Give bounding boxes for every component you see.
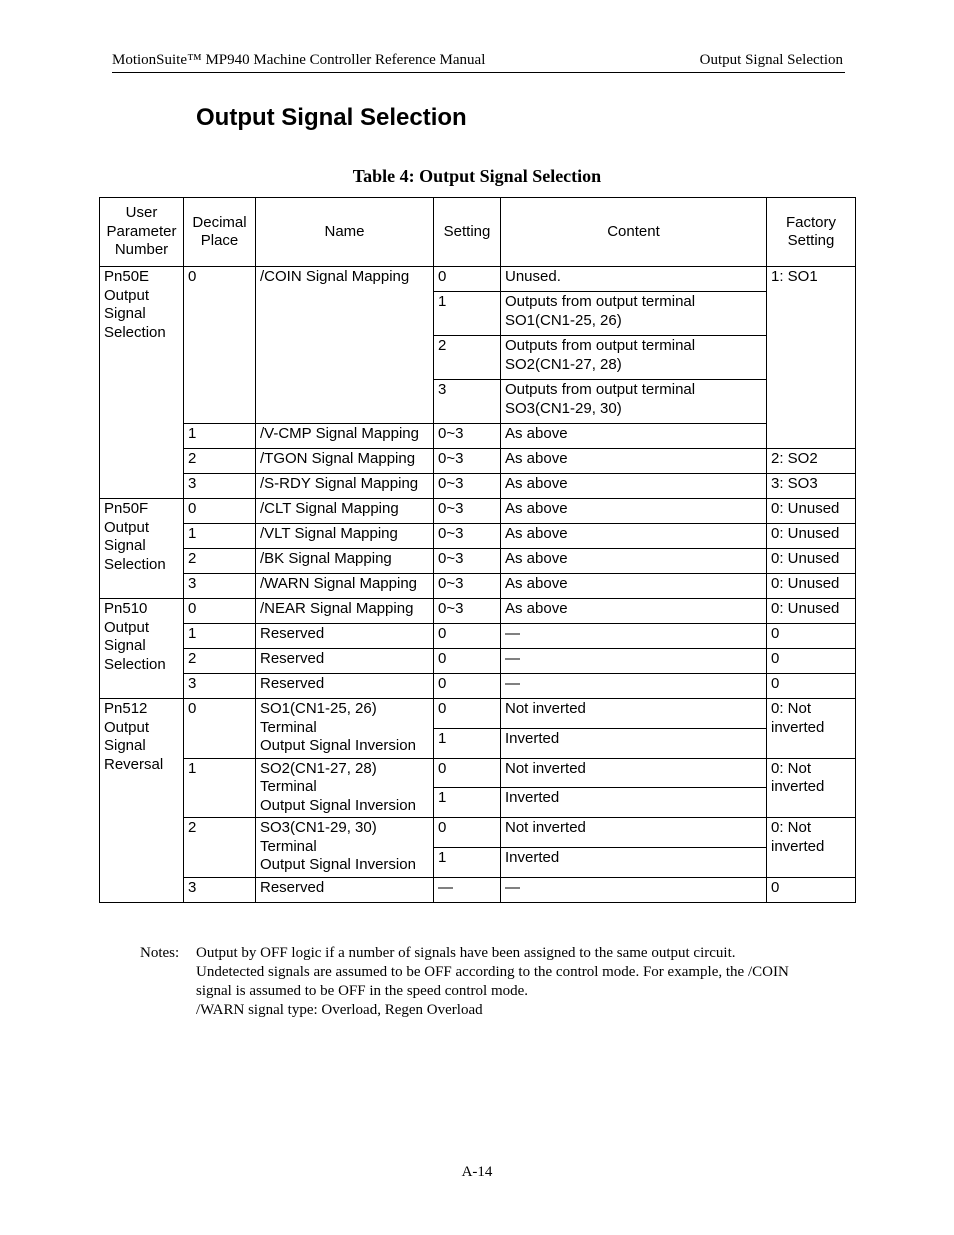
name-cell xyxy=(256,424,434,449)
cell-text-line: As above xyxy=(505,600,568,617)
setting-cell: 0 xyxy=(434,818,501,848)
cell-text-line: 0: Unused xyxy=(771,550,840,567)
setting-cell: 1 xyxy=(434,788,501,818)
content-cell xyxy=(501,728,767,758)
name-cell xyxy=(256,877,434,902)
setting-cell: 1 xyxy=(434,847,501,877)
cell-text-line: Terminal xyxy=(260,837,317,855)
table-caption: Table 4: Output Signal Selection xyxy=(352,166,602,186)
decimal-place-cell: 3 xyxy=(184,574,256,599)
cell-text-line: Output Signal Inversion xyxy=(260,737,416,754)
cell-text-line: Terminal xyxy=(260,718,317,736)
cell-text-line: /NEAR Signal Mapping xyxy=(260,600,414,617)
factory-setting-cell xyxy=(767,449,856,474)
decimal-place-cell: 2 xyxy=(184,449,256,474)
setting-cell: 3 xyxy=(434,380,501,424)
setting-cell: 0~3 xyxy=(434,424,501,449)
decimal-place-cell: 3 xyxy=(184,474,256,499)
content-cell xyxy=(501,699,767,729)
cell-text-line: Selection xyxy=(104,555,166,573)
cell-text-line: Selection xyxy=(104,655,166,673)
factory-setting-cell xyxy=(767,524,856,549)
name-cell xyxy=(256,549,434,574)
cell-text-line: 3: SO3 xyxy=(771,475,818,492)
factory-setting-cell xyxy=(767,267,856,449)
cell-text-line: SO2(CN1-27, 28) xyxy=(505,355,622,373)
cell-text-line: Pn512 xyxy=(104,700,148,717)
cell-text-line: Reserved xyxy=(260,878,325,896)
cell-text-line: inverted xyxy=(771,778,825,795)
setting-cell: 0~3 xyxy=(434,574,501,599)
setting-cell: 0 xyxy=(434,267,501,292)
header-user-parameter-number: User Parameter Number xyxy=(100,198,184,267)
name-cell xyxy=(256,624,434,649)
content-cell xyxy=(501,599,767,624)
cell-text-line: Signal xyxy=(104,537,146,554)
cell-text-line: Signal xyxy=(104,637,146,654)
cell-text-line: 0: Unused xyxy=(771,500,840,517)
table-row xyxy=(100,574,856,599)
table-row xyxy=(100,599,856,624)
factory-setting-cell xyxy=(767,699,856,759)
decimal-place-cell: 0 xyxy=(184,499,256,524)
content-cell xyxy=(501,524,767,549)
cell-text-line: /WARN Signal Mapping xyxy=(260,575,418,592)
cell-text-line: Signal xyxy=(104,305,146,322)
table-row xyxy=(100,674,856,699)
name-cell xyxy=(256,449,434,474)
name-cell xyxy=(256,574,434,599)
cell-text-line: As above xyxy=(505,525,568,542)
cell-text-line: 0 xyxy=(771,625,780,642)
header-setting: Setting xyxy=(434,198,501,267)
setting-cell: 1 xyxy=(434,728,501,758)
decimal-place-cell: 2 xyxy=(184,818,256,878)
factory-setting-cell xyxy=(767,818,856,878)
factory-setting-cell xyxy=(767,624,856,649)
table-row xyxy=(100,624,856,649)
cell-text-line: As above xyxy=(505,450,568,467)
note-line: signal is assumed to be OFF in the speed control mode. xyxy=(196,983,529,999)
setting-cell: 0 xyxy=(434,624,501,649)
cell-text-line: 0: Unused xyxy=(771,575,840,592)
table-body xyxy=(100,267,856,903)
table-row xyxy=(100,499,856,524)
cell-text-line: Outputs from output terminal xyxy=(505,381,696,398)
cell-text-line: — xyxy=(505,625,520,642)
cell-text-line: inverted xyxy=(771,837,825,855)
cell-text-line: Signal xyxy=(104,737,146,754)
table-row xyxy=(100,758,856,788)
decimal-place-cell: 1 xyxy=(184,524,256,549)
cell-text-line: Inverted xyxy=(505,729,560,747)
cell-text-line: Output xyxy=(104,618,150,636)
cell-text-line: Terminal xyxy=(260,778,317,795)
cell-text-line: As above xyxy=(505,475,568,492)
content-cell xyxy=(501,877,767,902)
cell-text-line: Inverted xyxy=(505,848,560,866)
table-row xyxy=(100,424,856,449)
cell-text-line: Output Signal Inversion xyxy=(260,856,416,873)
decimal-place-cell: 1 xyxy=(184,624,256,649)
param-cell xyxy=(100,599,184,699)
cell-text-line: Not inverted xyxy=(505,700,586,717)
cell-text-line: 0 xyxy=(771,878,780,896)
note-line: Output by OFF logic if a number of signals have been assigned to the same output circuit. xyxy=(196,945,736,961)
decimal-place-cell: 3 xyxy=(184,877,256,902)
notes-body xyxy=(196,944,836,1020)
table-row xyxy=(100,524,856,549)
cell-text-line: As above xyxy=(505,500,568,517)
setting-cell: 0~3 xyxy=(434,474,501,499)
cell-text-line: SO3(CN1-29, 30) xyxy=(505,399,622,417)
content-cell xyxy=(501,380,767,424)
name-cell xyxy=(256,474,434,499)
name-cell xyxy=(256,499,434,524)
setting-cell: — xyxy=(434,877,501,902)
content-cell xyxy=(501,758,767,788)
cell-text-line: Pn50F xyxy=(104,500,149,517)
table-row xyxy=(100,549,856,574)
cell-text-line: Not inverted xyxy=(505,819,586,836)
param-cell xyxy=(100,267,184,499)
content-cell xyxy=(501,788,767,818)
setting-cell: 0~3 xyxy=(434,449,501,474)
content-cell xyxy=(501,474,767,499)
cell-text-line: SO1(CN1-25, 26) xyxy=(260,700,377,717)
table-header-row xyxy=(100,198,856,267)
name-cell xyxy=(256,758,434,818)
cell-text-line: Reserved xyxy=(260,625,325,642)
cell-text-line: 0: Unused xyxy=(771,525,840,542)
cell-text-line: — xyxy=(505,878,520,896)
decimal-place-cell: 0 xyxy=(184,267,256,424)
cell-text-line: Unused. xyxy=(505,268,561,285)
table-row xyxy=(100,877,856,902)
cell-text-line: /VLT Signal Mapping xyxy=(260,525,398,542)
cell-text-line: As above xyxy=(505,425,568,442)
factory-setting-cell xyxy=(767,649,856,674)
name-cell xyxy=(256,699,434,759)
content-cell xyxy=(501,499,767,524)
content-cell xyxy=(501,574,767,599)
table-row xyxy=(100,649,856,674)
cell-text-line: 0: Unused xyxy=(771,600,840,617)
cell-text-line: SO1(CN1-25, 26) xyxy=(505,311,622,329)
content-cell xyxy=(501,624,767,649)
decimal-place-cell: 0 xyxy=(184,599,256,624)
name-cell xyxy=(256,524,434,549)
cell-text-line: — xyxy=(505,675,520,692)
param-cell xyxy=(100,699,184,903)
cell-text-line: 0 xyxy=(771,650,780,667)
factory-setting-cell xyxy=(767,599,856,624)
setting-cell: 0 xyxy=(434,699,501,729)
setting-cell: 0 xyxy=(434,758,501,788)
decimal-place-cell: 1 xyxy=(184,758,256,818)
name-cell xyxy=(256,267,434,424)
note-line: Undetected signals are assumed to be OFF according to the control mode. For example, the /COIN xyxy=(196,964,789,980)
decimal-place-cell: 2 xyxy=(184,549,256,574)
cell-text-line: Reversal xyxy=(104,755,164,773)
content-cell xyxy=(501,336,767,380)
name-cell xyxy=(256,818,434,878)
table-row xyxy=(100,267,856,292)
cell-text-line: /V-CMP Signal Mapping xyxy=(260,425,419,442)
header-name: Name xyxy=(256,198,434,267)
header-factory-setting: Factory Setting xyxy=(767,198,856,267)
section-name: Output Signal Selection xyxy=(699,52,843,68)
cell-text-line: inverted xyxy=(771,718,825,736)
table-row xyxy=(100,449,856,474)
param-cell xyxy=(100,499,184,599)
cell-text-line: Outputs from output terminal xyxy=(505,337,696,354)
setting-cell: 0~3 xyxy=(434,549,501,574)
decimal-place-cell: 2 xyxy=(184,649,256,674)
content-cell xyxy=(501,292,767,336)
cell-text-line: 0: Not xyxy=(771,700,812,717)
content-cell xyxy=(501,424,767,449)
page-number: A-14 xyxy=(461,1164,493,1180)
factory-setting-cell xyxy=(767,499,856,524)
cell-text-line: 0: Not xyxy=(771,759,812,777)
cell-text-line: 0 xyxy=(771,675,780,692)
setting-cell: 0 xyxy=(434,674,501,699)
manual-title: MotionSuite™ MP940 Machine Controller Reference Manual xyxy=(112,52,486,68)
cell-text-line: /BK Signal Mapping xyxy=(260,550,392,567)
decimal-place-cell: 1 xyxy=(184,424,256,449)
cell-text-line: /CLT Signal Mapping xyxy=(260,500,399,517)
cell-text-line: As above xyxy=(505,550,568,567)
page-title: Output Signal Selection xyxy=(196,104,467,131)
output-signal-table xyxy=(99,197,856,903)
content-cell xyxy=(501,649,767,674)
cell-text-line: SO2(CN1-27, 28) xyxy=(260,759,377,777)
cell-text-line: Reserved xyxy=(260,675,325,692)
name-cell xyxy=(256,674,434,699)
setting-cell: 2 xyxy=(434,336,501,380)
factory-setting-cell xyxy=(767,549,856,574)
header-content: Content xyxy=(501,198,767,267)
factory-setting-cell xyxy=(767,877,856,902)
factory-setting-cell xyxy=(767,674,856,699)
cell-text-line: /TGON Signal Mapping xyxy=(260,450,416,467)
cell-text-line: As above xyxy=(505,575,568,592)
cell-text-line: Output xyxy=(104,718,150,736)
cell-text-line: Output xyxy=(104,518,150,536)
setting-cell: 0~3 xyxy=(434,524,501,549)
factory-setting-cell xyxy=(767,474,856,499)
table-row xyxy=(100,699,856,729)
cell-text-line: SO3(CN1-29, 30) xyxy=(260,819,377,836)
content-cell xyxy=(501,818,767,848)
notes-label: Notes: xyxy=(140,945,180,961)
factory-setting-cell xyxy=(767,758,856,818)
cell-text-line: — xyxy=(505,650,520,667)
name-cell xyxy=(256,649,434,674)
content-cell xyxy=(501,267,767,292)
table-row xyxy=(100,474,856,499)
cell-text-line: /COIN Signal Mapping xyxy=(260,268,410,285)
page-header xyxy=(112,52,845,73)
cell-text-line: Pn510 xyxy=(104,600,148,617)
table-row xyxy=(100,818,856,848)
cell-text-line: Selection xyxy=(104,323,166,341)
cell-text-line: Reserved xyxy=(260,650,325,667)
cell-text-line: /S-RDY Signal Mapping xyxy=(260,475,419,492)
factory-setting-cell xyxy=(767,574,856,599)
setting-cell: 0 xyxy=(434,649,501,674)
cell-text-line: 1: SO1 xyxy=(771,268,818,285)
decimal-place-cell: 3 xyxy=(184,674,256,699)
cell-text-line: Not inverted xyxy=(505,759,586,777)
content-cell xyxy=(501,847,767,877)
content-cell xyxy=(501,674,767,699)
setting-cell: 1 xyxy=(434,292,501,336)
cell-text-line: Inverted xyxy=(505,789,560,807)
cell-text-line: 0: Not xyxy=(771,819,812,836)
decimal-place-cell: 0 xyxy=(184,699,256,759)
cell-text-line: Pn50E xyxy=(104,268,150,285)
setting-cell: 0~3 xyxy=(434,599,501,624)
cell-text-line: Outputs from output terminal xyxy=(505,293,696,310)
header-decimal-place: Decimal Place xyxy=(184,198,256,267)
note-line: /WARN signal type: Overload, Regen Overload xyxy=(196,1002,483,1018)
cell-text-line: Output xyxy=(104,286,150,304)
cell-text-line: Output Signal Inversion xyxy=(260,796,416,814)
content-cell xyxy=(501,449,767,474)
content-cell xyxy=(501,549,767,574)
setting-cell: 0~3 xyxy=(434,499,501,524)
cell-text-line: 2: SO2 xyxy=(771,450,818,467)
name-cell xyxy=(256,599,434,624)
